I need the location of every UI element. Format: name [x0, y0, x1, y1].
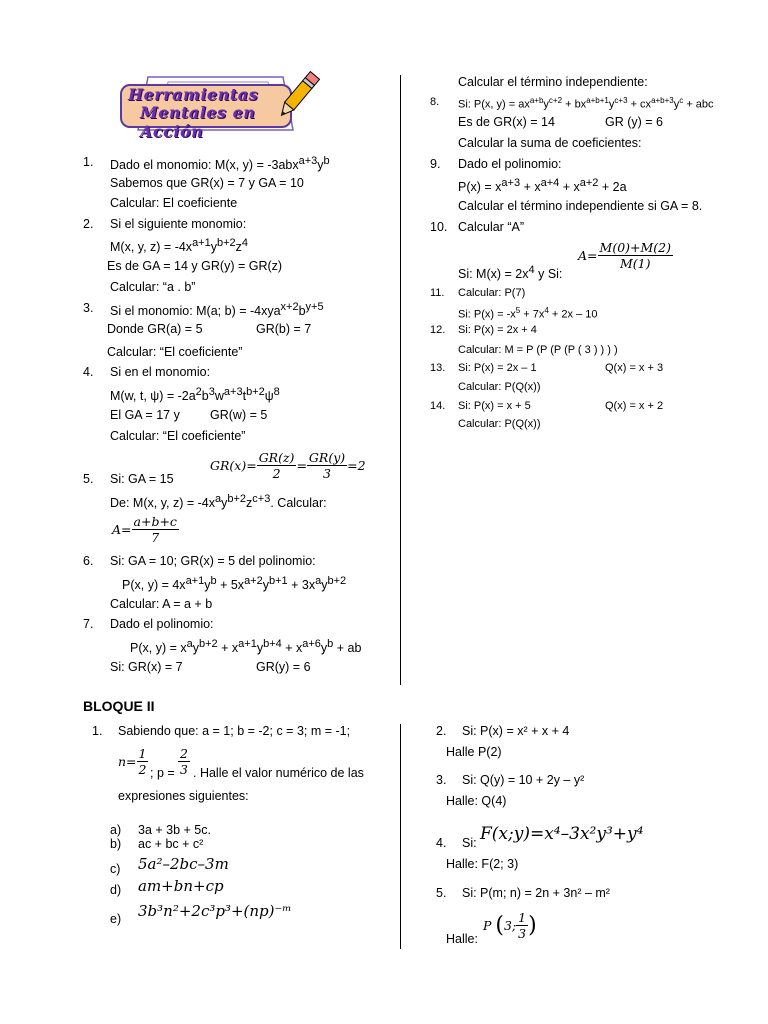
b2-q1-p-label: ; p =	[150, 766, 175, 780]
item-12-line-2: Calcular: M = P (P (P (P ( 3 ) ) ) )	[458, 344, 618, 356]
item-1-line-3: Calcular: El coeficiente	[110, 196, 238, 210]
item-5-line-2: De: M(x, y, $z) = -4x^ay^{b+2}z^{c+3}$. Calcular:	[110, 493, 327, 511]
b2-q1-d-text: am+bn+cp	[138, 877, 224, 895]
logo-line-1: Herramientas	[128, 85, 259, 104]
b2-q1-number: 1.	[92, 724, 103, 738]
item-7-line-2: P(x, $y) = x^ay^{b+2} + x^{a+1}y^{b+4} + x^{a+6}y^b$ + ab	[130, 638, 362, 656]
logo-line-2: Mentales en Acción	[140, 103, 256, 141]
b2-q5-formula: P (3; $\frac{1}{3}$ )	[483, 910, 537, 941]
item-7-line-3a: Si: GR(x) = 7	[110, 660, 183, 674]
item-3-line-3: Calcular: “El coeficiente”	[107, 345, 243, 359]
item-8-line-2a: Es de GR(x) = 14	[458, 115, 555, 129]
b2-q1-c-label: c)	[110, 862, 121, 876]
item-7-number: 7.	[83, 617, 94, 631]
logo	[118, 72, 318, 141]
item-4-line-2: M(w, t, $\psi) = -2a^2b^3w^{a+3}t^{b+2}\psi^8$	[110, 386, 280, 404]
item-8-line-2b: GR (y) = 6	[605, 115, 663, 129]
b2-q3-number: 3.	[436, 773, 447, 787]
b2-q2-line-2: Halle P(2)	[446, 745, 502, 759]
b2-q1-line-2: . Halle el valor numérico de las	[193, 766, 364, 780]
b2-q1-b-label: b)	[110, 837, 122, 851]
b2-q1-e-label: e)	[110, 912, 122, 926]
item-4-line-4: Calcular: “El coeficiente”	[110, 429, 246, 443]
item-12-line-1: Si: P(x) = 2x + 4	[458, 324, 537, 336]
item-4-formula: GR(x)= $\frac{GR(z)}{2}$ = $\frac{GR(y)}{3}$ =2	[210, 450, 366, 481]
item-5-line-1: Si: GA = 15	[110, 472, 174, 486]
b2-q1-e-text: 3b³n²+2c³p³+(np)⁻ᵐ	[138, 902, 292, 920]
item-4-line-3b: GR(w) = 5	[210, 408, 268, 422]
item-3-line-2a: Donde GR(a) = 5	[107, 322, 203, 336]
item-10-line-2: Si: $M(x) = 2x^4$ y Si:	[458, 264, 563, 282]
item-6-line-2: P(x, $y) = 4x^{a+1}y^b + 5x^{a+2}y^{b+1} + 3x^ay^{b+2}$	[122, 575, 347, 593]
b2-q1-n-formula: n= $\frac{1}{2}$	[118, 746, 147, 777]
item-13-line-2: Calcular: P(Q(x))	[458, 381, 541, 393]
b2-q3-line-1: Si: Q(y) = 10 + 2y – y²	[462, 773, 585, 787]
item-14-line-1b: Q(x) = x + 2	[605, 400, 664, 412]
b2-q5-label: Halle:	[446, 932, 478, 946]
item-6-line-3: Calcular: A = a + b	[110, 597, 213, 611]
item-13-line-1a: Si: P(x) = 2x – 1	[458, 362, 537, 374]
item-6-number: 6.	[83, 554, 94, 568]
item-5-formula: A= $\frac{a+b+c}{7}$	[112, 514, 177, 545]
b2-q1-d-label: d)	[110, 883, 122, 897]
b2-q5-number: 5.	[436, 886, 447, 900]
item-4-line-1: Si en el monomio:	[110, 365, 211, 379]
b2-q1-p-formula: $\frac{2}{3}$	[180, 746, 188, 777]
item-10-line-1: Calcular “A”	[458, 220, 524, 234]
column-divider-bottom	[400, 724, 401, 949]
item-8-line-1: Si: P(x, $y) = ax^{a+b}y^{c+2} + bx^{a+b+1}y^{c+3} + cx^{a+b+3}y^c$ + abc	[458, 96, 714, 111]
item-12-number: 12.	[430, 324, 446, 336]
item-2-line-3: Es de GA = 14 y GR(y) = GR(z)	[107, 259, 283, 273]
item-3-line-2b: GR(b) = 7	[256, 322, 312, 336]
b2-q2-line-1: Si: P(x) = x² + x + 4	[462, 724, 570, 738]
item-3-number: 3.	[83, 301, 94, 315]
item-2-line-1: Si el siguiente monomio:	[110, 217, 247, 231]
b2-q1-line-3: expresiones siguientes:	[118, 789, 249, 803]
item-8-line-3: Calcular la suma de coeficientes:	[458, 136, 642, 150]
item-13-line-1b: Q(x) = x + 3	[605, 362, 664, 374]
item-1-line-1: Dado el monomio: M(x, $y) = -3abx^{a+3}y^b$	[110, 155, 330, 173]
b2-q5-line-1: Si: P(m; n) = 2n + 3n² – m²	[462, 886, 610, 900]
item-11-number: 11.	[430, 287, 445, 299]
b2-q1-a-label: a)	[110, 823, 122, 837]
item-10-number: 10.	[430, 220, 448, 234]
b2-q3-line-2: Halle: Q(4)	[446, 794, 507, 808]
section-title: BLOQUE II	[83, 698, 155, 714]
b2-q1-line-1: Sabiendo que: a = 1; b = -2; c = 3; m = -1;	[118, 724, 351, 738]
column-divider-top	[400, 75, 401, 685]
b2-q4-number: 4.	[436, 836, 447, 850]
item-4-line-3a: El GA = 17 y	[110, 408, 180, 422]
item-14-line-2: Calcular: P(Q(x))	[458, 418, 541, 430]
pencil-icon	[278, 68, 320, 124]
item-13-number: 13.	[430, 362, 446, 374]
item-7-line-3b: GR(y) = 6	[256, 660, 311, 674]
item-8-number: 8.	[430, 96, 440, 108]
item-14-line-1a: Si: P(x) = x + 5	[458, 400, 531, 412]
item-11-line-1: Calcular: P(7)	[458, 287, 526, 299]
pre-item-8: Calcular el término independiente:	[458, 75, 648, 89]
item-10-formula: A= $\frac{M(0)+M(2)}{M(1)}$	[578, 240, 671, 271]
item-2-number: 2.	[83, 217, 94, 231]
item-4-number: 4.	[83, 365, 94, 379]
item-1-number: 1.	[83, 155, 94, 169]
b2-q1-a-text: 3a + 3b + 5c.	[138, 823, 211, 837]
item-7-line-1: Dado el polinomio:	[110, 617, 214, 631]
item-2-line-4: Calcular: “a . b”	[110, 280, 196, 294]
item-6-line-1: Si: GA = 10; GR(x) = 5 del polinomio:	[110, 554, 316, 568]
item-9-line-1: Dado el polinomio:	[458, 157, 562, 171]
b2-q2-number: 2.	[436, 724, 447, 738]
item-1-line-2: Sabemos que GR(x) = 7 y GA = 10	[110, 176, 304, 190]
b2-q4-label: Si:	[462, 836, 477, 850]
item-5-number: 5.	[83, 472, 94, 486]
item-2-line-2: M(x, y, $z) = -4x^{a+1}y^{b+2}z^4$	[110, 237, 249, 255]
item-9-number: 9.	[430, 157, 441, 171]
b2-q4-formula: F(x;y)=x⁴–3x²y³+y⁴	[480, 824, 644, 844]
item-9-line-2: $P(x) = x^{a+3} + x^{a+4} + x^{a+2} + 2a$	[458, 177, 627, 195]
b2-q4-line-2: Halle: F(2; 3)	[446, 857, 519, 871]
item-9-line-3: Calcular el término independiente si GA = 8.	[458, 199, 703, 213]
b2-q1-b-text: ac + bc + c²	[138, 837, 204, 851]
item-14-number: 14.	[430, 400, 446, 412]
item-11-line-2: Si: $P(x) = -x^5 + 7x^4 + 2x - 10$	[458, 306, 598, 321]
b2-q1-c-text: 5a²–2bc–3m	[138, 855, 229, 873]
item-3-line-1: Si el monomio: M(a; $b) = -4xya^{x+2}b^{y+5}$	[110, 301, 324, 319]
